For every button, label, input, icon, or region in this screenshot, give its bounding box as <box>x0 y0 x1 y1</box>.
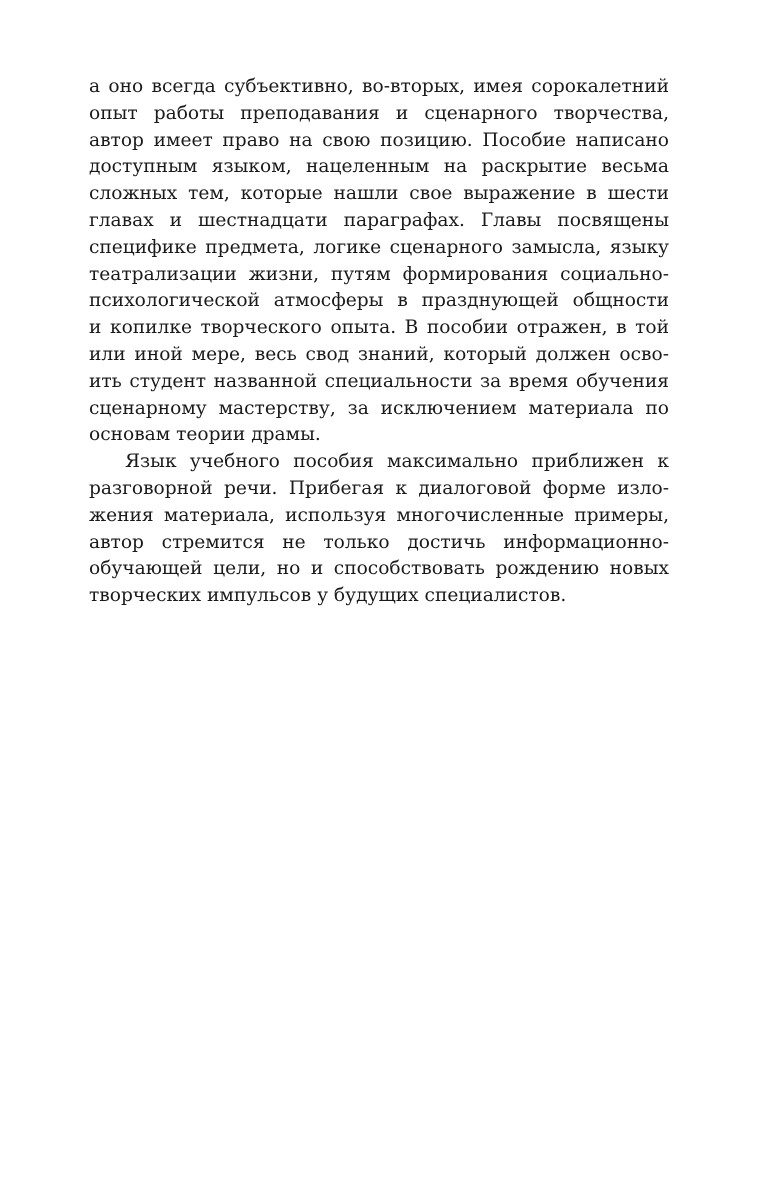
text-line: разговорной речи. Прибегая к диалоговой форме изло- <box>89 477 669 499</box>
text-line: доступным языком, нацеленным на раскрытие весьма <box>89 156 669 178</box>
text-line: Язык учебного пособия максимально приближен к <box>125 451 669 473</box>
text-line: сложных тем, которые нашли свое выражение в шести <box>89 183 669 205</box>
text-line: сценарному мастерству, за исключением материала по <box>89 397 669 419</box>
text-line: обучающей цели, но и способствовать рождению новых <box>89 558 669 580</box>
text-line: специфике предмета, логике сценарного замысла, языку <box>89 236 669 258</box>
text-line: опыт работы преподавания и сценарного творчества, <box>89 102 669 124</box>
text-line: автор стремится не только достичь информационно- <box>89 531 669 553</box>
paragraph-2 <box>89 449 669 610</box>
text-line: а оно всегда субъективно, во-вторых, имея сорокалетний <box>89 76 669 97</box>
text-line: основам теории драмы. <box>89 424 321 446</box>
text-line: главах и шестнадцати параграфах. Главы посвящены <box>89 209 669 231</box>
text-line: автор имеет право на свою позицию. Пособие написано <box>89 129 669 151</box>
text-line: или иной мере, весь свод знаний, который должен осво- <box>89 343 669 365</box>
text-line: психологической атмосферы в празднующей общности <box>89 290 669 312</box>
page-body <box>89 74 669 610</box>
text-line: ить студент названной специальности за время обучения <box>89 370 669 392</box>
text-line: творческих импульсов у будущих специалистов. <box>89 585 567 607</box>
text-line: театрализации жизни, путям формирования социально- <box>89 263 669 285</box>
paragraph-1 <box>89 74 669 449</box>
text-line: и копилке творческого опыта. В пособии отражен, в той <box>89 317 669 339</box>
text-line: жения материала, используя многочисленные примеры, <box>89 504 669 526</box>
